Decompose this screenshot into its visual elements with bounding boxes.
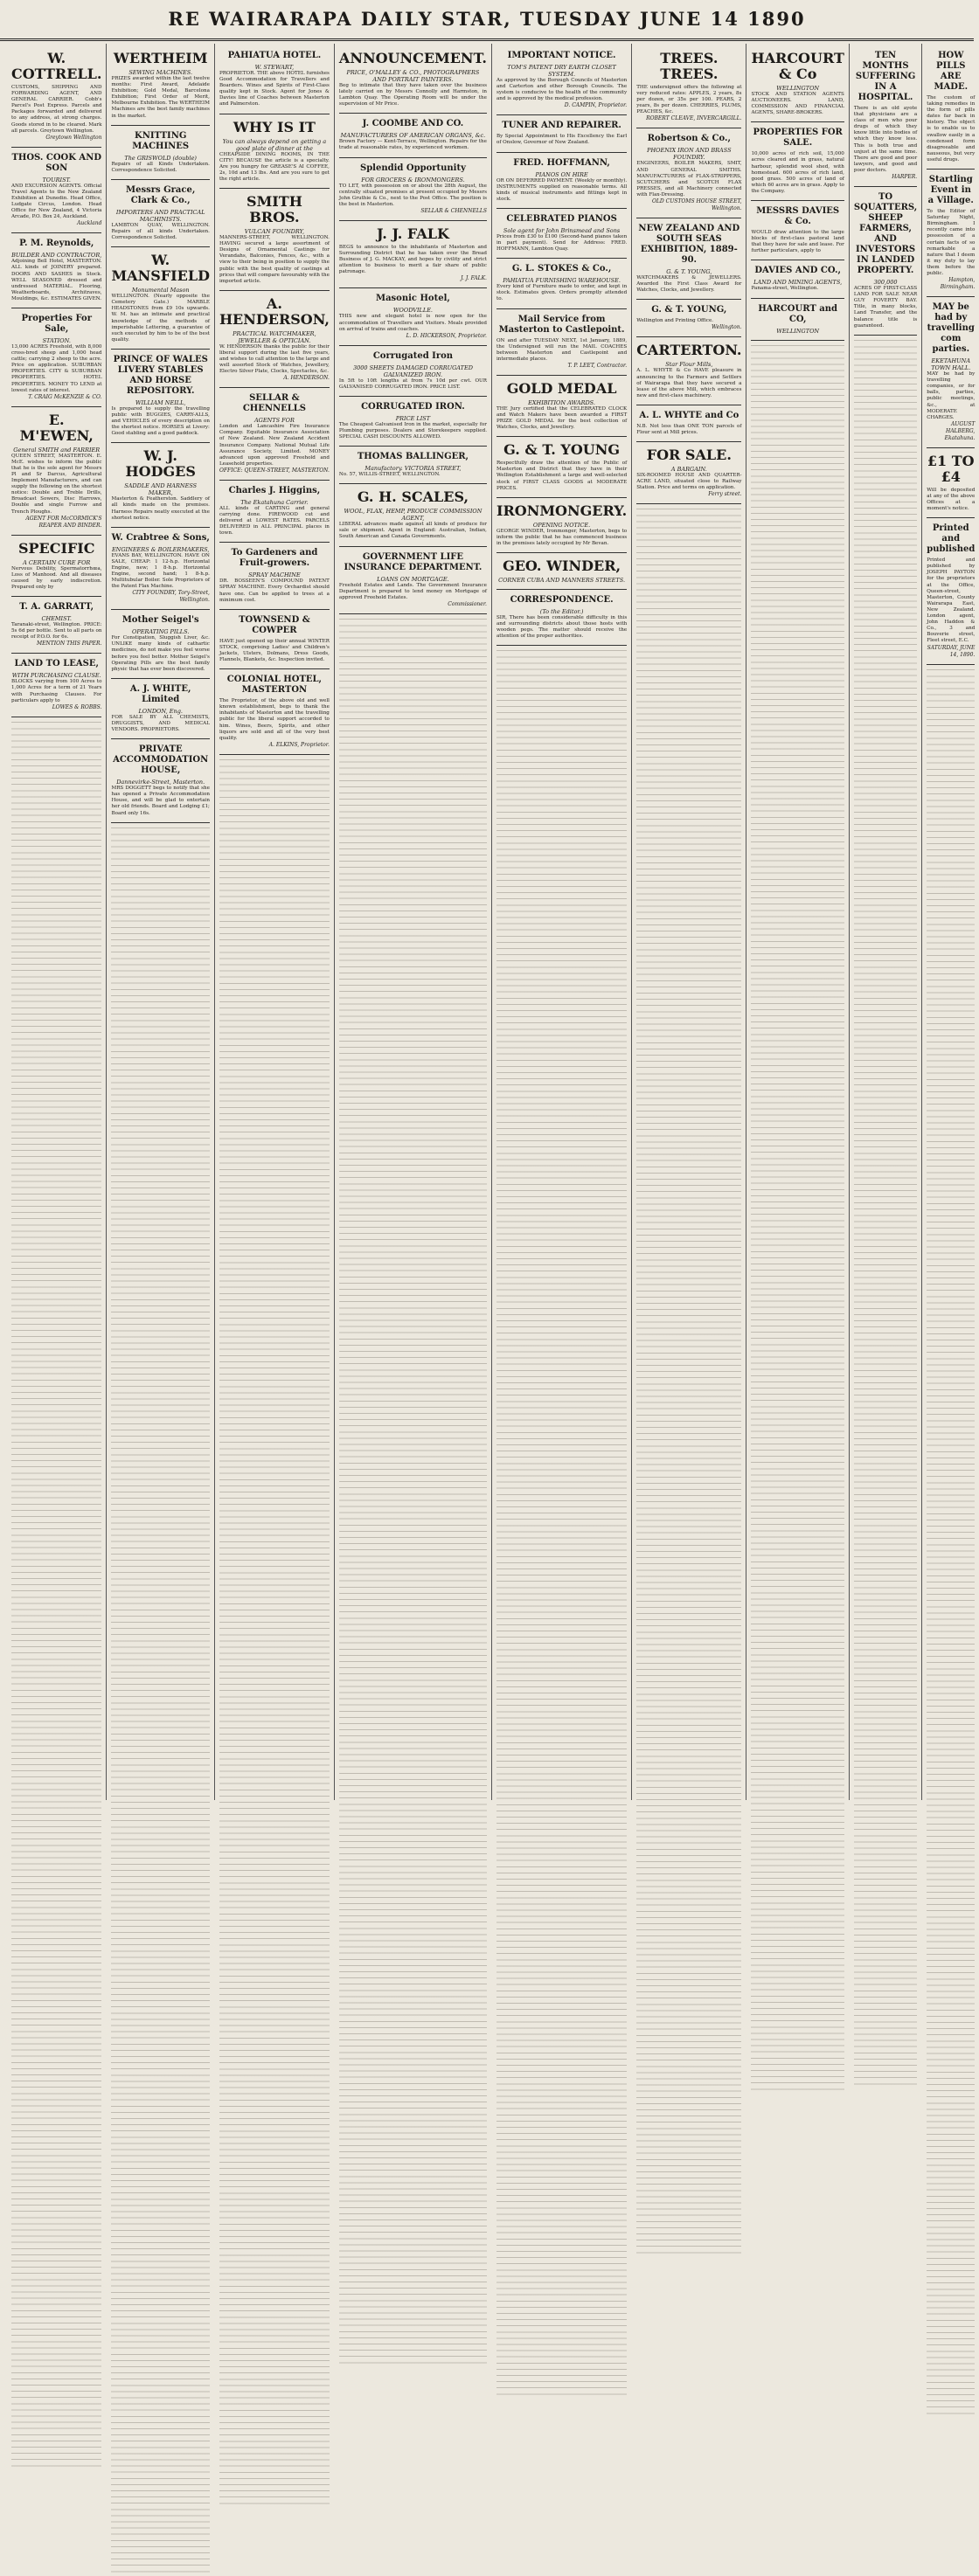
ad-body: In 5ft to 10ft lengths at from 7s 10d per cwt. OUR GALVANISED CORRUGATED IRON. PRICE LIST. bbox=[338, 377, 487, 390]
ad-body: The custom of taking remedies in the form of pills dates far back in history. The object is to enable us to swallow easily in a condensed form disagreeable and nauseous, but very useful drugs. bbox=[927, 95, 976, 163]
ad-heading: P. M. Reynolds, bbox=[19, 239, 94, 249]
ad-heading: MAY be had by travelling com parties. bbox=[927, 302, 975, 355]
column-7 bbox=[746, 44, 849, 1800]
ad-body: EVANS BAY, WELLINGTON. HAVE ON SALE, CHEAP: 1 12-h.p. Horizontal Engine, new; 1 8-h.p. Horizontal Engine, second hand; 1 8-h.p. Multitubular Boiler. Sole Proprietors of the Patent Flax Machine. bbox=[111, 552, 210, 590]
ad-subheading: A BARGAIN. bbox=[670, 466, 707, 474]
ad-heading: MESSRS DAVIES & Co. bbox=[756, 206, 840, 227]
column-4 bbox=[335, 44, 492, 1800]
ad-heading: W. J. HODGES bbox=[125, 447, 196, 481]
column-fill-text bbox=[496, 646, 627, 2399]
ad-heading: J. COOMBE AND CO. bbox=[362, 119, 464, 129]
ad-heading: COLONIAL HOTEL, MASTERTON bbox=[226, 675, 323, 696]
ad-subheading: Manufactory. VICTORIA STREET, bbox=[365, 465, 462, 473]
ad-subheading: The GRISWOLD (double) bbox=[124, 154, 197, 162]
ad-subheading: W. STEWART, bbox=[254, 64, 295, 71]
ad-heading: KNITTING MACHINES bbox=[132, 130, 190, 151]
ad-subheading: PAHIATUA FURNISHING WAREHOUSE. bbox=[503, 277, 621, 285]
advertisement bbox=[111, 247, 209, 350]
column-6 bbox=[632, 44, 746, 1800]
ad-heading: Mother Seigel's bbox=[122, 615, 199, 626]
ad-heading: Corrugated Iron bbox=[372, 350, 454, 361]
ad-heading: SELLAR & CHENNELLS bbox=[242, 393, 307, 414]
ad-body: WATCHMAKERS & JEWELLERS. Awarded the First Class Award for Watches, Clocks, and Jewellery. bbox=[636, 275, 742, 294]
ad-heading: Printed and published bbox=[927, 523, 976, 555]
ad-body: Printed and published by JOSEPH PAYTON for the proprietors at the Office, Queen-street, Masterton, County Wairarapa East, New Zealand. London agent, John Haddon & Co., 3 and Bouverie street, Fleet street, E.C. bbox=[927, 557, 976, 644]
ad-body: DR. BOSSEEN'S COMPOUND PATENT SPRAY MACHINE. Every Orchardist should have one. Can be applied to trees at a minimum cost. bbox=[219, 578, 330, 603]
ad-heading: £1 TO £4 bbox=[927, 452, 975, 485]
ad-heading: PAHIATUA HOTEL. bbox=[227, 51, 322, 60]
ad-heading: FRED. HOFFMANN, bbox=[513, 157, 610, 168]
ad-signature: SATURDAY, JUNE 14, 1890. bbox=[927, 644, 976, 658]
ad-subheading: 3000 SHEETS DAMAGED CORRUGATED GALVANIZED IRON. bbox=[352, 364, 473, 378]
advertisement bbox=[11, 45, 101, 148]
ad-heading: TUNER AND REPAIRER. bbox=[502, 121, 621, 131]
ad-subheading: OPENING NOTICE. bbox=[532, 521, 591, 529]
ad-body: QUEEN STREET, MASTERTON. E. McE. wishes to inform the public that he is the sole agent for Messrs Pl and Sr Darcus, Agricultural Implement Manufacturers, and can supply the following on the shortest notice: Double and Treble Drills, Broadcast Sowers, Disc Harrows, Double and single Furrow and Trench Ploughs. bbox=[11, 453, 102, 515]
ad-heading: W. MANSFIELD bbox=[111, 252, 210, 285]
ad-subheading: ENGINEERS & BOILERMAKERS, bbox=[111, 545, 210, 553]
ad-heading: Robertson & Co., bbox=[647, 134, 731, 144]
ad-heading: WHY IS IT bbox=[233, 118, 316, 135]
advertisement bbox=[219, 669, 330, 755]
advertisement bbox=[219, 114, 330, 189]
ad-heading: A. L. WHYTE and Co bbox=[639, 410, 739, 420]
advertisement bbox=[496, 437, 627, 497]
ad-heading: To Gardeners and Fruit-growers. bbox=[231, 548, 318, 569]
ad-body: WELLINGTON. (Nearly opposite the Cemetery Gate.) MARBLE HEADSTONES from £9 10s upwards. W. M. has an intimate and practical knowledge of the methods of imperishable Lettering, a guarantee of such executed by him to be of the best quality. bbox=[111, 294, 210, 343]
column-8 bbox=[850, 44, 922, 1800]
ad-body: CHEAPSIDE DINING ROOMS, IN THE CITY! BECAUSE the article is a specialty. Are you hungry for GREASE'S AI COFFEE, 2s, 10d and 13 lbs. And are you sure to get the right article. bbox=[219, 151, 330, 182]
advertisement bbox=[111, 528, 209, 611]
ad-body: The Proprietor, of the above old and well known establishment, begs to thank the inhabitants of Masterton and the travelling public for the liberal support accorded to him. Wines, Beers, Spirits, and other liquors are sold and all of the very best quality. bbox=[219, 698, 330, 741]
ad-heading: TOWNSEND & COWPER bbox=[239, 614, 310, 635]
ad-body: No. 57, WILLIS-STREET, WELLINGTON. bbox=[338, 472, 441, 478]
advertisement bbox=[496, 498, 627, 553]
advertisement bbox=[636, 337, 741, 405]
ad-heading: HOW PILLS ARE MADE. bbox=[934, 51, 969, 92]
ad-heading: Messrs Grace, Clark & Co., bbox=[126, 184, 196, 205]
ad-body: Every kind of Furniture made to order, and kept in stock. Estimates given. Orders promptly attended to. bbox=[496, 284, 628, 302]
ad-heading: HARCOURT & Co bbox=[751, 50, 844, 82]
advertisement bbox=[339, 221, 487, 288]
ad-subheading: CORNER CUBA AND MANNERS STREETS. bbox=[498, 577, 626, 584]
ad-body: ALL kinds of CARTING and general carrying done. FIREWOOD cut and delivered at LOWEST RATES. PARCELS DELIVERED in ALL PRINCIPAL places in town. bbox=[219, 505, 330, 537]
ad-subheading: TOURIST. bbox=[42, 176, 71, 184]
ad-signature: OFFICE: QUEEN-STREET, MASTERTON. bbox=[219, 467, 330, 474]
ad-body: Beg to intimate that they have taken over the business lately carried on by Messrs Connolly and Harmston, in Lambton Quay. The Operating Room will be under the supervision of Mr Price. bbox=[338, 83, 487, 107]
ad-heading: G. & T. YOUNG, bbox=[651, 305, 727, 315]
ad-signature: MENTION THIS PAPER. bbox=[36, 641, 102, 647]
ad-body: Prices from £30 to £100 (Second-hand pianos taken in part payment). Send for Address: FRED. HOFFMANN, Lambton Quay. bbox=[496, 233, 628, 253]
ad-body: Wellington and Printing Office. bbox=[636, 318, 714, 324]
ad-heading: THOS. COOK AND SON bbox=[11, 152, 102, 173]
ad-body: By Special Appointment to His Excellency the Earl of Onslow, Governor of New Zealand. bbox=[496, 134, 628, 146]
advertisement bbox=[11, 148, 101, 234]
ad-body: To the Editor of Saturday Night, Birmingham. I recently came into possession of a certain facts of so remarkable a nature that I deem it my duty to lay them before the public. bbox=[927, 209, 976, 276]
advertisement bbox=[11, 597, 101, 654]
ad-signature: A. HENDERSON. bbox=[283, 375, 330, 382]
ad-heading: GOLD MEDAL bbox=[506, 379, 617, 397]
ad-body: PRIZES awarded within the last twelve months: First Award, Adelaide Exhibition; Gold Medal, Barcelona Exhibition; First Order of Merit, Melbourne Exhibition. The WERTHEIM Machines are the best family machines in the market. bbox=[111, 76, 210, 119]
advertisement bbox=[636, 128, 741, 218]
ad-body: AND EXCURSION AGENTS. Official Travel Agents to the New Zealand Exhibition at Dunedin. Head Office, Ludgate Circus, London. Head Office for New Zealand, 4 Victoria Arcade, P.O. Box 24, Auckland. bbox=[11, 183, 102, 220]
ad-subheading: AGENTS FOR bbox=[253, 417, 295, 425]
ad-heading: TO SQUATTERS, SHEEP FARMERS, AND INVESTORS IN LANDED PROPERTY. bbox=[853, 192, 918, 276]
ad-body: MRS DOGGETT begs to notify that she has opened a Private Accommodation House, and will be glad to entertain her old friends. Board and Lodging £1; Board only 16s. bbox=[111, 786, 210, 816]
advertisement bbox=[496, 115, 627, 152]
advertisement bbox=[111, 126, 209, 180]
ad-subheading: WELLINGTON bbox=[776, 327, 820, 335]
advertisement bbox=[111, 45, 209, 126]
advertisement bbox=[496, 259, 627, 308]
ad-body: London and Lancashire Fire Insurance Company. Equitable Insurance Association of New Zealand. New Zealand Accident Insurance Company. National Mutual Life Assurance Society, Limited. MONEY advanced upon approved Freehold and Leasehold properties. bbox=[219, 424, 330, 467]
ad-signature: AGENT FOR McCORMICK'S REAPER AND BINDER. bbox=[25, 515, 102, 529]
advertisement bbox=[11, 407, 101, 536]
ad-heading: Mail Service from Masterton to Castlepoint. bbox=[498, 314, 625, 335]
ad-subheading: PIANOS ON HIRE bbox=[535, 170, 588, 178]
ad-heading: PRINCE OF WALES LIVERY STABLES AND HORSE REPOSITORY. bbox=[113, 354, 208, 396]
ad-subheading: STATION. bbox=[42, 336, 71, 344]
advertisement bbox=[339, 346, 487, 397]
ad-body: As approved by the Borough Councils of Masterton and Carterton and other Borough Councils. The system is conducive to the health of the community and is approved by the medical profession. bbox=[496, 78, 628, 102]
ad-heading: CORRESPONDENCE. bbox=[510, 595, 614, 605]
column-3 bbox=[215, 44, 335, 1800]
column-fill-text bbox=[11, 717, 101, 2470]
ad-subheading: CHEMIST. bbox=[41, 615, 72, 623]
ad-body: TO LET, with possession on or about the 28th August, the centrally situated premises at present occupied by Messrs John Gruthie & Co., next to the Post Office. The position is the best in Masterton. bbox=[338, 183, 487, 207]
ad-subheading: WOODVILLE. bbox=[392, 307, 434, 315]
ad-body: There is an old ayote that physicians are a class of men who pour drugs of which they know little into bodies of which they know less. This is both true and unjust at the same time. There are good and poor lawyers, and good and poor doctors. bbox=[853, 106, 918, 173]
advertisement bbox=[111, 443, 209, 527]
advertisement bbox=[111, 679, 209, 739]
ad-body: THE Jury certified that the CELEBRATED CLOCK and Watch Makers have been awarded a FIRST PRIZE GOLD MEDAL for the best collection of Watches, Clocks, and Jewellery. bbox=[496, 405, 628, 431]
ad-subheading: General SMITH and FARRIER bbox=[13, 446, 101, 454]
column-2 bbox=[107, 44, 214, 1800]
advertisement bbox=[927, 45, 975, 170]
ad-body: Nervous Debility, Spermatorrhœa, Loss of Manhood. And all diseases caused by early indiscretion. Prepared only by bbox=[11, 565, 102, 590]
ad-body: THE undersigned offers the following at very reduced rates: APPLES, 2 years, 8s per dozen, or 35s per 100. PEARS, 2 years, 8s per dozen. CHERRIES, PLUMS, PEACHES, &c. bbox=[636, 85, 742, 115]
column-5 bbox=[492, 44, 632, 1800]
column-fill-text bbox=[111, 823, 209, 2576]
ad-subheading: PRACTICAL WATCHMAKER, JEWELLER & OPTICIAN. bbox=[233, 329, 316, 344]
ad-subheading: SADDLE AND HARNESS MAKER, bbox=[124, 482, 198, 497]
ad-signature: T. P. LEET, Contractor. bbox=[567, 362, 628, 369]
advertisement bbox=[219, 189, 330, 291]
advertisement bbox=[636, 405, 741, 442]
ad-heading: G. & T. YOUNG bbox=[503, 441, 620, 459]
ad-body: Taranaki-street, Wellington. PRICE: 5s 6d per bottle. Sent to all parts on receipt of P.O.O. for 6s. bbox=[11, 622, 102, 641]
ad-signature: AUGUST HALBERG, Ekatahuna. bbox=[944, 420, 976, 441]
ad-heading: SPECIFIC bbox=[17, 539, 95, 557]
ad-subheading: PRICE LIST bbox=[395, 414, 431, 422]
ad-heading: A. J. WHITE, Limited bbox=[129, 683, 191, 704]
ad-signature: Wellington. bbox=[711, 324, 742, 331]
ad-signature: T. CRAIG McKENZIE & CO. bbox=[28, 393, 102, 400]
advertisement bbox=[219, 45, 330, 114]
ad-signature: OLD CUSTOMS HOUSE STREET, Wellington. bbox=[652, 198, 742, 212]
ad-subheading: IMPORTERS AND PRACTICAL MACHINISTS. bbox=[115, 208, 205, 223]
advertisement bbox=[219, 388, 330, 481]
ad-body: BEGS to announce to the inhabitants of Masterton and Surrounding District that he has taken over the Bread Business of J. G. MACKAY, and hopes by civility and strict attention to business to merit a fair share of public patronage. bbox=[338, 244, 487, 275]
advertisement bbox=[11, 233, 101, 308]
ad-heading: TREES. TREES. bbox=[660, 50, 719, 82]
column-fill-text bbox=[854, 336, 917, 2088]
ad-signature: Hampton, Birmingham. bbox=[940, 277, 976, 291]
ad-body: LIBERAL advances made against all kinds of produce for sale or shipment. Agent in England: Australian, Indian, South American and Canada Governments. bbox=[338, 522, 487, 540]
advertisement bbox=[636, 45, 741, 128]
ad-body: A. L. WHYTE & Co HAVE pleasure in announcing to the Farmers and Settlers of Wairarapa that they have secured a lease of the above Mill, which embraces new and first-class machinery. bbox=[636, 368, 742, 398]
ad-signature: Commissioner. bbox=[448, 600, 487, 607]
column-9 bbox=[922, 44, 979, 1800]
column-1 bbox=[7, 44, 107, 1800]
advertisement bbox=[854, 187, 917, 336]
ad-heading: WERTHEIM bbox=[113, 50, 208, 66]
advertisement bbox=[496, 309, 627, 376]
advertisement bbox=[11, 654, 101, 717]
ad-body: N.B. Not less than ONE TON parcels of Flour sent at Mill prices. bbox=[636, 423, 742, 435]
ad-subheading: TOM'S PATENT DRY EARTH CLOSET SYSTEM. bbox=[507, 64, 616, 78]
ad-subheading: BUILDER AND CONTRACTOR, bbox=[11, 252, 102, 260]
advertisement bbox=[636, 300, 741, 337]
ad-body: SIX-ROOMED HOUSE AND QUARTER-ACRE LAND, situated close to Railway Station. Price and terms on application. bbox=[636, 473, 742, 491]
advertisement bbox=[927, 297, 975, 448]
advertisement bbox=[339, 288, 487, 345]
ad-body: Brown Factory — Kent-Terrace, Wellington. Repairs for the trade at reasonable rates, by experienced workmen. bbox=[338, 139, 487, 151]
ad-subheading: VULCAN FOUNDRY, bbox=[244, 228, 305, 236]
column-fill-text bbox=[927, 665, 975, 2418]
ad-body: The Cheapest Galvanised Iron in the market, especially for Plumbing purposes. Dealers and Storekeepers supplied. SPECIAL CASH DISCOUNTS ALLOWED. bbox=[338, 421, 487, 440]
ad-body: Panama-street, Wellington. bbox=[751, 286, 819, 292]
ad-body: MANNERS-STREET, WELLINGTON. HAVING secured a large assortment of Designs of Ornamental Castings for Verandahs, Balconies, Fences, &c., with a view to their being in position to supply the public with the best quality of castings at prices that will compare favourably with the imported article. bbox=[219, 235, 330, 284]
advertisement bbox=[636, 218, 741, 300]
advertisement bbox=[496, 590, 627, 646]
ad-body: Is prepared to supply the travelling public with BUGGIES, CARRY-ALLS, and VEHICLES of every description on the shortest notice. HORSES at Livery: Good stabling and a good paddock. bbox=[111, 405, 210, 437]
ad-heading: Charles J. Higgins, bbox=[228, 485, 321, 495]
ad-signature: A. ELKINS, Proprietor. bbox=[268, 741, 330, 748]
column-fill-text bbox=[219, 755, 330, 2508]
ad-body: ON and after TUESDAY NEXT, 1st January, 1889, the Undersigned will run the MAIL COACHES between Masterton and Castlepoint and intermediate places. bbox=[496, 337, 628, 362]
ad-heading: CELEBRATED PIANOS bbox=[506, 213, 617, 224]
ad-subheading: OPERATING PILLS. bbox=[132, 628, 190, 636]
ad-body: Freehold Estates and Lands. The Government Insurance Department is prepared to lend money on Mortgage of approved Freehold Estates. bbox=[338, 582, 487, 600]
ad-signature: Ferry street. bbox=[708, 491, 742, 498]
ad-body: 10,000 acres of rich soil, 15,000 acres cleared and in grass, natural harbour, splendid wool shed, with homestead. 600 acres of rich land, good grass. 500 acres of land of which 60 acres are in grass. Apply to the Company. bbox=[751, 151, 844, 194]
ad-body: ACRES OF FIRST-CLASS LAND FOR SALE NEAR GUY FOVERTY BAY. Title, in many blocks, Land Transfer, and the balance title is guaranteed. bbox=[853, 286, 918, 329]
ad-subheading: PHOENIX IRON AND BRASS FOUNDRY. bbox=[647, 147, 732, 162]
advertisement bbox=[751, 45, 844, 122]
ad-subheading: LAND AND MINING AGENTS, bbox=[753, 279, 843, 287]
ad-heading: Splendid Opportunity bbox=[359, 163, 466, 173]
advertisement bbox=[339, 45, 487, 114]
columns-container bbox=[7, 44, 976, 1800]
ad-body: THIS new and elegant hotel is now open for the accommodation of Travellers and Visitors. Meals provided on arrival of trains and coaches. bbox=[338, 314, 487, 332]
ad-subheading: A CERTAIN CURE FOR bbox=[23, 558, 91, 566]
ad-subheading: Sole agent for John Brinsmead and Sons bbox=[503, 226, 621, 234]
masthead-title: RE WAIRARAPA DAILY STAR, TUESDAY JUNE 14 1890 bbox=[168, 8, 806, 30]
ad-signature: Auckland bbox=[77, 220, 102, 227]
ad-subheading: WITH PURCHASING CLAUSE. bbox=[11, 672, 101, 680]
ad-heading: PRIVATE ACCOMMODATION HOUSE, bbox=[113, 744, 209, 776]
ad-heading: IMPORTANT NOTICE. bbox=[507, 51, 616, 60]
ad-signature: CITY FOUNDRY, Tory-Street, Wellington. bbox=[132, 590, 210, 604]
ad-body: OR ON DEFERRED PAYMENT. (Weekly or monthly). INSTRUMENTS supplied on reasonable terms. All kinds of musical instruments and fittings kept in stock. bbox=[496, 177, 628, 202]
ad-body: CUSTOMS, SHIPPING AND FORWARDING AGENT, AND GENERAL CARRIER. Cobb's Parcel's Post Express. Parcels and Packages forwarded and delivered to any address, at strong charges. Goods stored in to be cleared. Mark all parcels. Greytown Wellington. bbox=[11, 85, 102, 134]
advertisement bbox=[751, 201, 844, 260]
ad-body: Will be deposited at any of the above Offices at a moment's notice. bbox=[927, 487, 976, 512]
ad-heading: GEO. WINDER, bbox=[503, 557, 621, 574]
ad-heading: NEW ZEALAND AND SOUTH SEAS EXHIBITION, 1889-90. bbox=[638, 224, 740, 266]
ad-heading: THOMAS BALLINGER, bbox=[357, 452, 469, 462]
ad-body: 13,000 ACRES Freehold, with 8,000 cross-bred sheep and 1,000 head cattle; carrying 2 sheep to the acre. Price on application. SUBURBAN PROPERTIES. CITY & SUBURBAN PROPERTIES. HOTEL PROPERTIES. MONEY TO LEND at lowest rates of interest. bbox=[11, 343, 102, 393]
ad-heading: CARTERTON. bbox=[636, 342, 742, 359]
advertisement bbox=[111, 739, 209, 822]
ad-signature: ROBERT CLEAVE, INVERCARGILL. bbox=[646, 115, 742, 122]
ad-body: GEORGE WINDER, Ironmonger, Masterton, begs to inform the public that he has commenced business in the premises lately occupied by Mr Bevan. bbox=[496, 528, 628, 546]
ad-heading: CORRUGATED IRON. bbox=[361, 401, 465, 412]
ad-heading: J. J. FALK bbox=[376, 225, 449, 242]
ad-body: MAY be had by travelling companies, or for balls, parties, public meetings, &c., at MODERATE CHARGES. bbox=[927, 371, 976, 420]
advertisement bbox=[339, 397, 487, 447]
ad-subheading: (To the Editor.) bbox=[539, 608, 584, 615]
advertisement bbox=[339, 447, 487, 484]
ad-heading: SMITH BROS. bbox=[246, 193, 302, 226]
ad-body: ENGINEERS, BOILER MAKERS, SMIT, AND GENERAL SMITHS. MANUFACTURERS of FLAX-STRIPPERS, SCUTCHERS and SCOTCH FLAX PRESSES, and all Machinery connected with Flax-Dressing. bbox=[636, 161, 742, 197]
advertisement bbox=[11, 308, 101, 407]
ad-subheading: WELLINGTON bbox=[776, 85, 820, 92]
ad-heading: GOVERNMENT LIFE INSURANCE DEPARTMENT. bbox=[344, 551, 483, 572]
ad-body: LAMBTON QUAY, WELLINGTON. Repairs of all kinds Undertaken. Correspondence Solicited. bbox=[111, 222, 210, 241]
advertisement bbox=[339, 158, 487, 221]
advertisement bbox=[111, 610, 209, 679]
column-fill-text bbox=[339, 614, 487, 2367]
ad-subheading: EXHIBITION AWARDS. bbox=[528, 398, 595, 406]
ad-subheading: Star Flour Mills, bbox=[665, 361, 713, 369]
ad-heading: G. L. STOKES & Co., bbox=[511, 264, 612, 274]
ad-signature: LOWES & ROBBS. bbox=[52, 703, 102, 710]
ad-body: W. HENDERSON thanks the public for their liberal support during the last five years, and wishes to call attention to the large and well assorted Stock of Watches, Jewellery, Electro Silver Plate, Clocks, Spectacles, &c. bbox=[219, 343, 330, 375]
ad-body: BLOCKS varying from 100 Acres to 1,000 Acres for a term of 21 Years with Purchasing Clauses. For particulars apply to bbox=[11, 679, 102, 703]
ad-signature: L. D. HICKERSON, Proprietor. bbox=[406, 332, 487, 339]
ad-subheading: The Ekatahuna Carrier. bbox=[240, 498, 309, 506]
ad-body: HAVE just opened up their annual WINTER STOCK, comprising Ladies' and Children's Jackets, Ulsters, Dolmans, Dress Goods, Flannels, Blankets, &c. Inspection invited. bbox=[219, 638, 330, 663]
advertisement bbox=[339, 114, 487, 157]
advertisement bbox=[751, 260, 844, 298]
ad-subheading: PRICE, O'MALLEY & CO., PHOTOGRAPHERS AND PORTRAIT PAINTERS. bbox=[346, 69, 480, 83]
advertisement bbox=[496, 153, 627, 209]
column-fill-text bbox=[636, 504, 741, 2257]
ad-subheading: WILLIAM NEILL, bbox=[135, 398, 186, 406]
advertisement bbox=[219, 481, 330, 543]
advertisement bbox=[339, 547, 487, 614]
ad-heading: G. H. SCALES, bbox=[357, 488, 469, 506]
ad-signature: SELLAR & CHENNELLS bbox=[420, 207, 487, 214]
ad-subheading: FOR GROCERS & IRONMONGERS. bbox=[361, 176, 465, 184]
ad-heading: W. Crabtree & Sons, bbox=[111, 532, 210, 543]
ad-body: Respectfully draw the attention of the Public of Masterton and District that they have in their Wellington Establishment a large and well-selected stock of FIRST CLASS GOODS at MODERATE PRICES. bbox=[496, 460, 628, 491]
advertisement bbox=[11, 536, 101, 597]
ad-subheading: SPRAY MACHINE bbox=[248, 571, 301, 579]
ad-heading: HARCOURT and CO, bbox=[758, 303, 838, 324]
masthead bbox=[0, 0, 974, 41]
ad-body: PROPRIETOR. THE above HOTEL furnishes Good Accommodation for Travellers and Boarders. Wines and Spirits of First-Class quality kept in Stock. Agent for Jones & Davies line of Coaches between Masterton and Palmerston. bbox=[219, 71, 330, 107]
ad-body: Repairs of all Kinds Undertaken. Correspondence Solicited. bbox=[111, 161, 210, 173]
ad-body: Adjoining Bell Hotel, MASTERTON. ALL kinds of JOINERY prepared. DOORS AND SASHES in Stock. WELL SEASONED dressed and undressed MATERIAL. Flooring, Weatherboards, Architraves, Mouldings, &c. ESTIMATES GIVEN. bbox=[11, 259, 102, 301]
advertisement bbox=[751, 299, 844, 341]
ad-heading: ANNOUNCEMENT. bbox=[338, 50, 487, 66]
ad-body: SIR, There has been considerable difficulty in this and surrounding districts about those hosts with wooden pegs. The matter should receive the attention of the proper authorities. bbox=[496, 615, 628, 640]
ad-heading: IRONMONGERY. bbox=[496, 502, 628, 519]
ad-body: WOULD draw attention to the large blocks of first-class pastoral land that they have for sale and lease. For further particulars, apply to bbox=[751, 230, 844, 254]
ad-body: FOR SALE BY ALL CHEMISTS, DRUGGISTS, AND MEDICAL VENDORS. PROPRIETORS. bbox=[111, 714, 210, 733]
ad-heading: A. HENDERSON, bbox=[219, 294, 330, 328]
ad-subheading: LOANS ON MORTGAGE. bbox=[377, 575, 449, 583]
ad-subheading: EKETAHUNA TOWN HALL. bbox=[931, 357, 971, 372]
ad-heading: E. M'EWEN, bbox=[19, 411, 94, 444]
advertisement bbox=[496, 209, 627, 259]
advertisement bbox=[496, 553, 627, 590]
column-fill-text bbox=[751, 341, 844, 2094]
advertisement bbox=[219, 291, 330, 388]
ad-subheading: Dannevirke-Street, Masterton. bbox=[116, 779, 205, 786]
ad-heading: Masonic Hotel, bbox=[376, 294, 450, 304]
advertisement bbox=[636, 442, 741, 504]
advertisement bbox=[751, 122, 844, 201]
ad-heading: DAVIES AND CO., bbox=[754, 266, 841, 276]
ad-heading: W. COTTRELL. bbox=[11, 50, 102, 82]
advertisement bbox=[927, 448, 975, 518]
ad-heading: T. A. GARRATT, bbox=[19, 602, 94, 613]
advertisement bbox=[339, 484, 487, 546]
advertisement bbox=[111, 350, 209, 443]
ad-signature: Greytown Wellington bbox=[45, 134, 102, 141]
ad-subheading: WOOL, FLAX, HEMP, PRODUCE COMMISSION AGENT, bbox=[344, 508, 483, 523]
ad-heading: PROPERTIES FOR SALE. bbox=[753, 128, 843, 149]
ad-heading: FOR SALE. bbox=[646, 447, 732, 464]
ad-body: For Constipation, Sluggish Liver, &c. UNLIKE many kinds of cathartic medicines, do not make you feel worse before you feel better. Mother Seigel's Operating Pills are the best family physic that has ever been discovered. bbox=[111, 635, 210, 672]
ad-subheading: You can always depend on getting a good plate of dinner at the bbox=[222, 137, 327, 152]
ad-heading: Properties For Sale, bbox=[21, 313, 92, 334]
ad-subheading: LONDON, Eng. bbox=[138, 707, 183, 715]
ad-body: Masterton & Featherston. Saddlery of all kinds made on the premises. Harness Repairs neatly executed at the shortest notice. bbox=[111, 496, 210, 521]
advertisement bbox=[219, 610, 330, 669]
ad-subheading: SEWING MACHINES. bbox=[128, 69, 193, 76]
advertisement bbox=[111, 180, 209, 247]
ad-heading: TEN MONTHS SUFFERING IN A HOSPITAL. bbox=[855, 51, 916, 102]
advertisement bbox=[927, 170, 975, 297]
ad-subheading: Monumental Mason bbox=[131, 287, 190, 294]
ad-subheading: MANUFACTURERS OF AMERICAN ORGANS, &c. bbox=[340, 132, 486, 140]
ad-signature: J. J. FALK. bbox=[461, 275, 487, 282]
ad-signature: HARPER. bbox=[892, 174, 918, 181]
ad-signature: D. CAMPIN, Proprietor. bbox=[564, 102, 628, 109]
ad-heading: Startling Event in a Village. bbox=[927, 175, 974, 206]
advertisement bbox=[496, 45, 627, 115]
advertisement bbox=[496, 376, 627, 437]
ad-heading: LAND TO LEASE, bbox=[14, 659, 99, 669]
advertisement bbox=[927, 518, 975, 664]
advertisement bbox=[854, 45, 917, 187]
advertisement bbox=[219, 543, 330, 609]
ad-subheading: G. & T. YOUNG, bbox=[666, 268, 712, 276]
ad-body: STOCK AND STATION AGENTS AUCTIONEERS. LAND, COMMISSION AND FINANCIAL AGENTS, SHARE-BROKERS. bbox=[751, 92, 844, 116]
ad-subheading: 300,000 bbox=[873, 279, 898, 287]
